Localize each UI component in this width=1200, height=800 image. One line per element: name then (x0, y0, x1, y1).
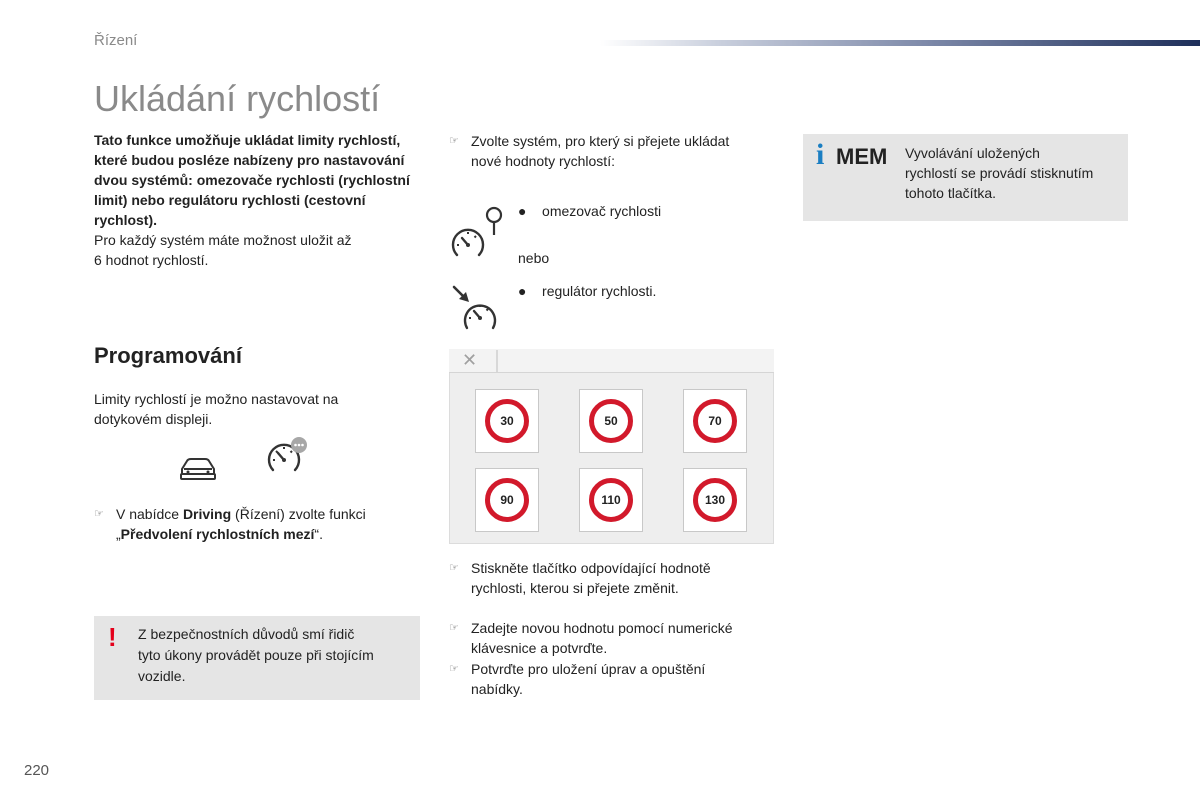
option-speed-limiter: ● omezovač rychlosti (518, 203, 662, 219)
section-label: Řízení (94, 32, 138, 49)
pointing-hand-icon: ☞ (449, 622, 459, 634)
function-name: Předvolení rychlostních mezí (120, 526, 315, 542)
header-gradient-bar (600, 40, 1200, 46)
speed-sign: 110 (589, 478, 633, 522)
car-icon (178, 456, 218, 484)
step-select-function: ☞ V nabídce Driving (Řízení) zvolte funkci „Předvolení rychlostních mezí“. (94, 506, 366, 542)
pointing-hand-icon: ☞ (449, 562, 459, 574)
option-cruise-control: ● regulátor rychlosti. (518, 283, 657, 299)
programming-heading: Programování (94, 343, 242, 368)
speed-sign: 90 (485, 478, 529, 522)
speed-settings-icon (265, 436, 311, 476)
mem-button-label: MEM (836, 144, 888, 169)
info-icon: i (816, 138, 825, 171)
driving-menu-label: Driving (182, 506, 232, 522)
warning-icon: ! (108, 622, 117, 652)
or-text: nebo (518, 250, 550, 266)
speed-limiter-icon (449, 203, 509, 259)
bullet-icon: ● (518, 203, 527, 219)
mem-description: Vyvolávání uložených rychlostí se provádí stisknutím tohoto tlačítka. (905, 145, 1094, 201)
programming-line-2: dotykovém displeji. (94, 411, 213, 427)
pointing-hand-icon: ☞ (449, 663, 459, 675)
warning-text: Z bezpečnostních důvodů smí řidič tyto úkony provádět pouze při stojícím vozidle. (138, 626, 374, 684)
speed-button-1[interactable] (475, 389, 539, 453)
programming-description (94, 389, 424, 429)
programming-line-1: Limity rychlostí je možno nastavovat na (94, 391, 339, 407)
speed-button-5[interactable] (579, 468, 643, 532)
page-title: Ukládání rychlostí (94, 78, 381, 119)
step-select-system: ☞ Zvolte systém, pro který si přejete ukládat nové hodnoty rychlostí: (449, 133, 730, 169)
step-enter-value: ☞ Zadejte novou hodnotu pomocí numerické klávesnice a potvrďte. (449, 620, 733, 656)
speed-button-2[interactable] (579, 389, 643, 453)
cruise-control-icon (449, 284, 509, 332)
intro-line-2: 6 hodnot rychlostí. (94, 252, 209, 268)
intro-line-1: Pro každý systém máte možnost uložit až (94, 232, 352, 248)
speed-sign: 70 (693, 399, 737, 443)
pointing-hand-icon: ☞ (94, 508, 104, 520)
intro-bold-text: Tato funkce umožňuje ukládat limity rychlostí, které budou posléze nabízeny pro nastavování dvou systémů: omezovače rychlosti (rychlostní limit) nebo regulátoru rychlosti (cestovní rychlost). (94, 132, 410, 228)
header-separator (496, 350, 498, 372)
speed-sign: 130 (693, 478, 737, 522)
page-number: 220 (24, 762, 50, 779)
speed-button-4[interactable] (475, 468, 539, 532)
bullet-icon: ● (518, 283, 527, 299)
speed-button-3[interactable] (683, 389, 747, 453)
close-icon[interactable]: ✕ (462, 350, 478, 370)
speed-sign: 50 (589, 399, 633, 443)
speed-sign: 30 (485, 399, 529, 443)
step-press-button: ☞ Stiskněte tlačítko odpovídající hodnotě rychlosti, kterou si přejete změnit. (449, 560, 711, 596)
step-confirm: ☞ Potvrďte pro uložení úprav a opuštění nabídky. (449, 661, 706, 697)
pointing-hand-icon: ☞ (449, 135, 459, 147)
speed-button-6[interactable] (683, 468, 747, 532)
intro-text (94, 230, 424, 270)
